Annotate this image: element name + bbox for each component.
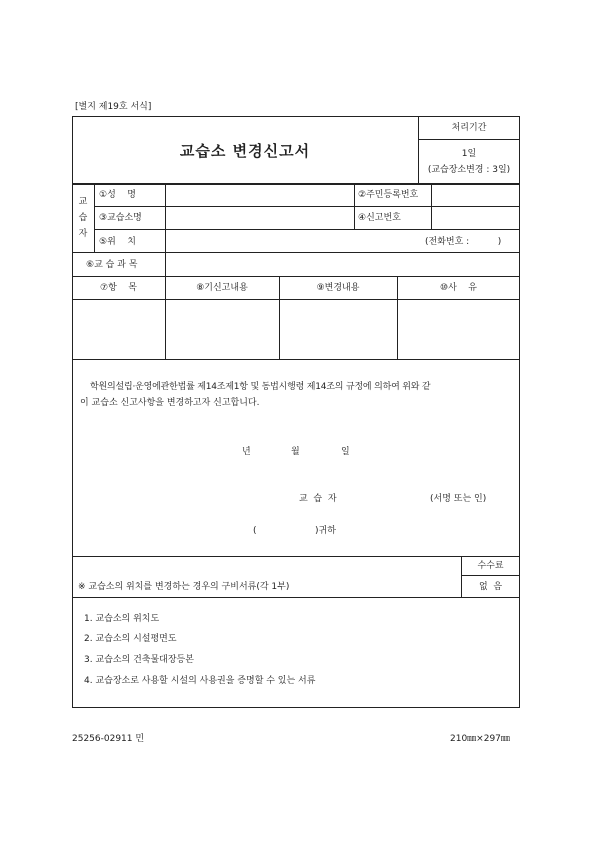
recipient-open: ( — [253, 526, 257, 536]
fee-divider — [461, 575, 520, 576]
section-label-char: 교 — [78, 197, 88, 207]
field-label-school-name: ③교습소명 — [99, 213, 142, 223]
processing-divider — [418, 139, 520, 140]
date-year: 년 — [242, 447, 251, 457]
form-code: 25256-02911 민 — [72, 734, 145, 744]
header-prev-content: ⑧기신고내용 — [196, 283, 248, 293]
processing-header: 처리기간 — [451, 123, 487, 133]
prev-content-cell-input[interactable] — [168, 303, 276, 355]
section-label-line — [94, 183, 95, 252]
row-divider — [94, 229, 520, 230]
paper-size: 210㎜×297㎜ — [450, 734, 510, 744]
field-label-name: ①성 명 — [99, 190, 136, 200]
table-column-line — [165, 299, 166, 359]
row-divider — [72, 359, 520, 360]
row-divider — [72, 276, 520, 277]
field-label-report-no: ④신고번호 — [358, 213, 401, 223]
required-doc-item: 1. 교습소의 위치도 — [84, 614, 160, 624]
processing-detail: (교습장소변경 : 3일) — [427, 165, 511, 175]
report-no-input[interactable] — [435, 209, 517, 227]
row-divider — [94, 206, 520, 207]
fee-label: 수수료 — [477, 561, 504, 571]
section-label-char: 자 — [78, 229, 88, 239]
recipient-suffix: )귀하 — [315, 526, 336, 536]
field-label-resident-no: ②주민등록번호 — [358, 190, 419, 200]
section-label-char: 습 — [78, 213, 88, 223]
label-column-line — [431, 183, 432, 229]
required-doc-item: 3. 교습소의 건축물대장등본 — [84, 655, 194, 665]
change-content-cell-input[interactable] — [282, 303, 394, 355]
phone-label: (전화번호 : ) — [425, 237, 502, 247]
header-change-content: ⑨변경내용 — [316, 283, 360, 293]
fee-value: 없 음 — [478, 582, 503, 592]
field-label-subject: ⑥교 습 과 목 — [86, 260, 138, 270]
required-doc-item: 4. 교습장소로 사용할 시설의 사용권을 증명할 수 있는 서류 — [84, 676, 316, 686]
header-reason: ⑩사 유 — [440, 283, 477, 293]
header-item: ⑦항 목 — [100, 283, 137, 293]
statement-line-2: 이 교습소 신고사항을 변경하고자 신고합니다. — [80, 398, 260, 408]
statement-line-1: 학원의설립·운영에관한법률 제14조제1항 및 동법시행령 제14조의 규정에 의하여 위와 같 — [90, 382, 431, 392]
required-docs-header: ※ 교습소의 위치를 변경하는 경우의 구비서류(각 1부) — [78, 582, 290, 592]
school-name-input[interactable] — [170, 209, 350, 227]
label-column-line — [354, 183, 355, 229]
form-title: 교습소 변경신고서 — [179, 142, 311, 160]
date-month: 월 — [291, 447, 300, 457]
location-input[interactable] — [170, 232, 410, 250]
row-divider — [72, 597, 520, 598]
date-day: 일 — [341, 447, 350, 457]
applicant-label: 교 습 자 — [299, 494, 337, 504]
name-input[interactable] — [170, 186, 350, 204]
subject-input[interactable] — [170, 256, 515, 274]
form-number-label: [별지 제19호 서식] — [75, 102, 152, 112]
reason-cell-input[interactable] — [400, 303, 517, 355]
signature-label: (서명 또는 인) — [430, 494, 487, 504]
header-divider — [72, 183, 520, 185]
row-divider — [72, 252, 520, 253]
resident-no-input[interactable] — [435, 186, 517, 204]
processing-period: 1일 — [461, 149, 477, 159]
item-cell-input[interactable] — [75, 303, 161, 355]
row-divider — [72, 556, 520, 557]
recipient-input[interactable] — [260, 522, 312, 538]
field-label-location: ⑤위 치 — [99, 237, 136, 247]
required-doc-item: 2. 교습소의 시설평면도 — [84, 634, 177, 644]
row-divider — [72, 299, 520, 300]
label-column-line — [165, 183, 166, 299]
